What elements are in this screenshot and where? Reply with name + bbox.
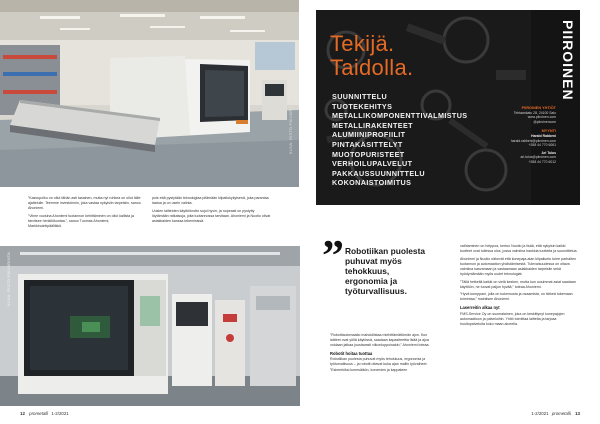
social-handle: @piiroinencom — [533, 119, 556, 124]
left-page-footer — [20, 411, 69, 416]
paragraph: vaihtaminen on helppoa, kertoo Nuotio ja lisää, että nykyisin kaikki tuotteet ovat tullessa ulos, jossa valmiina hankkia tuotteita ja suunnittelua. — [460, 244, 578, 254]
paragraph: ”Kasvupolku on ollut tähän asti tasainen, mutta nyt rohkea on ollut tälle ajattelulle. Teemme investoinnin, joka vastaa nykyisiin tarpeisiin, sanoo Ahoniemi. — [28, 196, 141, 211]
contact-heading: PIIROINEN YHTIÖT — [521, 106, 556, 110]
service-item: PAKKAUSSUUNNITTELU — [332, 168, 425, 178]
website: www.piiroinen.com — [527, 115, 556, 120]
article-column-2 — [152, 196, 272, 226]
subheading: Robotit hoitaa tuottaa — [330, 351, 373, 357]
contact-block — [494, 106, 556, 165]
paragraph: ”Hyvä kumppani, jolla on kokemusta ja osaamista, on tärkeä tukemaan toimintaa,” mainitsee Ahoniemi. — [460, 292, 573, 302]
page-number: 13 — [575, 411, 580, 416]
paragraph: pois että pystytään teknologiaa pitämään kilpailukykyisenä, joka parantaa laatua ja on usein valinta. — [152, 196, 269, 206]
service-item: ALUMIINIPROFIILIT — [332, 130, 406, 140]
paragraph: ”Robottiautomaatio mahdollistaa miehittämättömän ajon. Kun laitteet ovat yöllä käytössä, saadaan kapasiteettia lisää ja ajoa voidaan jatkaa joustavasti viikonloppuinakin,” Ahoniemi toteaa. — [330, 333, 430, 348]
paragraph: Ahoniemi ja Nuotio näkevät että konepaja-alan kilpailuetu tulee parhaiten tuotannon ja automaation yhdistämisestä. Tulevaisuudessa on oltava valmiina kasvamaan ja vastaamaan asiakkaiden tarpeisiin sekä hyödyntämään myös uudet teknologiat. — [460, 256, 577, 276]
brand-name: PIIROINEN — [560, 20, 576, 101]
photo-caption: KUVA: RISTO PÄIVÄRINTA — [6, 252, 11, 306]
robot-cell-illustration — [0, 246, 300, 406]
contact-email: harald.rabbeni@piiroinen.com — [510, 138, 556, 143]
issue-number: 1-2/2021 — [531, 411, 549, 416]
contact-phone: +358 44 770 6012 — [528, 159, 556, 164]
contact-name: Harald Rabbeni — [531, 133, 556, 138]
photo-caption: KUVA: RISTO PÄIVÄRINTA — [288, 100, 293, 154]
contact-phone: +358 44 770 6061 — [528, 143, 556, 148]
service-item: MUOTOPURISTEET — [332, 149, 405, 159]
services-list — [332, 92, 468, 188]
service-item: METALLIRAKENTEET — [332, 120, 413, 130]
contact-email: ari.tulus@piiroinen.com — [520, 155, 556, 160]
piiroinen-advertisement — [316, 10, 580, 205]
service-item: SUUNNITTELU — [332, 92, 388, 101]
paragraph: ”Tällä hetkellä kaikki on vielä kesken, mutta kun uusimmat asiat saadaan käyttöön, ne tuovat paljon hyvää,” toteaa Ahoniemi. — [460, 279, 576, 289]
issue-number: 1-2/2021 — [51, 411, 69, 416]
factory-illustration — [0, 0, 299, 187]
factory-photo — [0, 0, 299, 187]
right-page-footer — [531, 411, 580, 416]
service-item: TUOTEKEHITYS — [332, 101, 393, 111]
ad-headline — [330, 32, 413, 80]
subheading: Laserreitin alkaa nyt — [460, 305, 500, 311]
pull-quote: Robotiikan puolesta puhuvat myös tehokkuus, ergonomia ja työturvallisuus. — [345, 246, 426, 296]
paragraph: Robotiikan puolesta puhuvat myös tehokkuus, ergonomia ja työturvallisuus – ja robotit ottavat kuka ajan mallin työvaiheet. ”Esimerkiksi konesäikön, konemies ja kappaleen — [330, 357, 428, 372]
article-column-3 — [330, 333, 430, 375]
article-column-4 — [460, 244, 578, 329]
publication-name: prometalli — [551, 411, 571, 416]
pull-quote-mark: ” — [322, 231, 344, 280]
publication-name: prometalli — [29, 411, 49, 416]
article-column-1 — [28, 196, 144, 232]
paragraph: Uusien laitteiden käyttöönotto sujui hyvin, ja nopeasti on pystytty löytämään ratkaisuja, joita tuotannossa tarvitaan. Ahoniemi ja Nuotio olivat asiakkaiden kanssa tekemisissä. — [152, 208, 271, 223]
paragraph: ”Viime vuosina Ahoniemi tuotannon kehittäminen on ollut kallista ja tarvitsee henkilökuntaa.”, sanoo Tuomas Ahoniemi, Markkinointipäällikkö. — [28, 213, 135, 228]
service-item: PINTAKÄSITTELYT — [332, 139, 403, 149]
contact-name: Ari Tulus — [541, 150, 556, 155]
robot-cell-photo — [0, 246, 300, 406]
headline-line: Tekijä. — [330, 31, 395, 56]
page-number: 12 — [20, 411, 25, 416]
sales-heading: MYYNTI — [541, 129, 556, 134]
service-item: METALLIKOMPONENTTIVALMISTUS — [332, 111, 468, 121]
service-item: KOKONAISTOIMITUS — [332, 178, 412, 188]
address: Tehtaankatu 28, 24100 Salo — [513, 110, 556, 115]
headline-line: Taidolla. — [330, 55, 414, 80]
service-item: VERHOILUPALVELUT — [332, 159, 413, 169]
paragraph: FMS-Service Oy on suomalainen, joka on keskittynyt konepajojen automaatioon ja palveluihin. Yhtiö toimittaa laitteita ja tarjoaa huoltopalveluita koko maan alueella. — [460, 311, 565, 326]
